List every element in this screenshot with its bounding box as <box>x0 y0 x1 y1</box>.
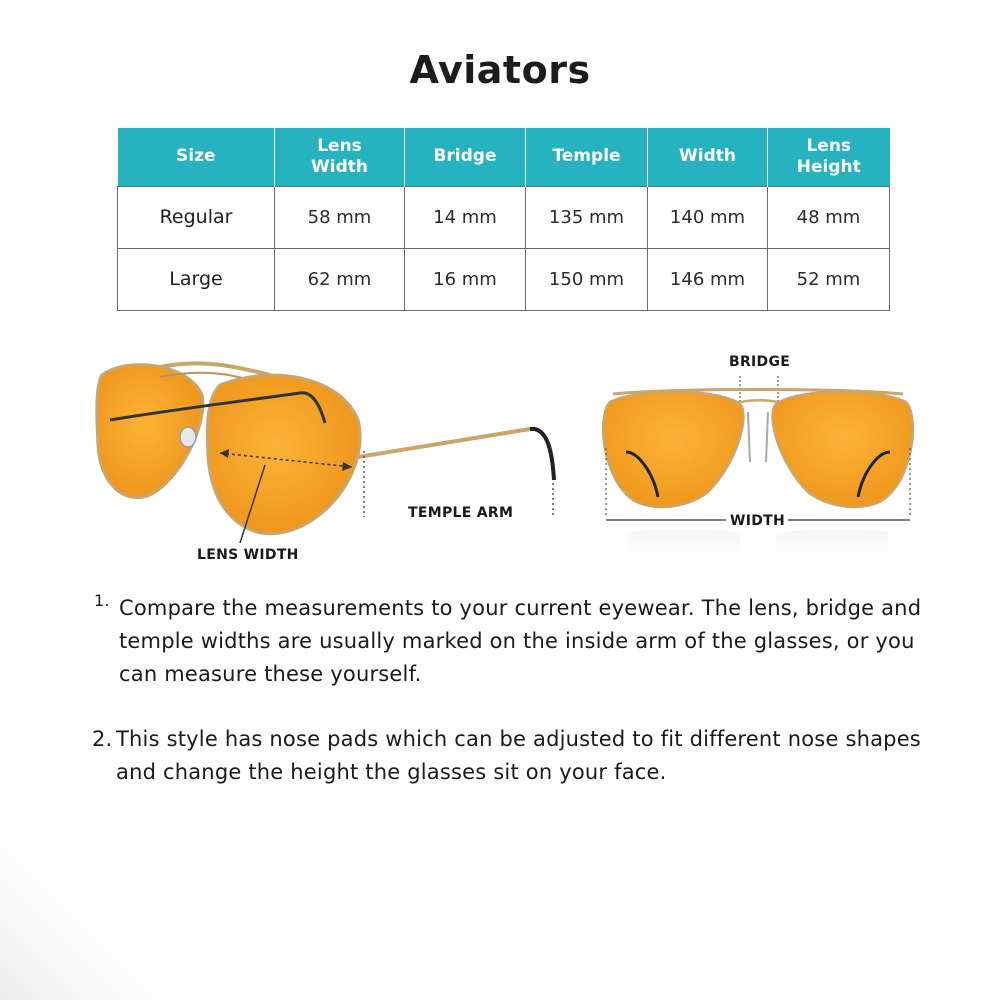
size-name-cell: Regular <box>118 186 275 248</box>
fitting-notes <box>92 592 922 789</box>
table-header-cell: Lens Width <box>275 128 405 186</box>
note-number: 2. <box>92 727 113 751</box>
table-row <box>118 248 890 310</box>
table-header-cell: Width <box>648 128 768 186</box>
table-row <box>118 186 890 248</box>
temple-arm-label: TEMPLE ARM <box>408 505 514 521</box>
size-chart-table <box>117 128 890 311</box>
measurement-cell: 135 mm <box>526 186 648 248</box>
table-header-cell: Bridge <box>405 128 526 186</box>
note-text: Compare the measurements to your current eyewear. The lens, bridge and temple widths are usually marked on the inside arm of the glasses, or you can measure these yourself. <box>119 596 922 686</box>
bridge-label: BRIDGE <box>729 354 791 370</box>
measurement-cell: 62 mm <box>275 248 405 310</box>
measurement-cell: 14 mm <box>405 186 526 248</box>
table-header-cell: Temple <box>526 128 648 186</box>
measurement-cell: 48 mm <box>768 186 890 248</box>
front-view-glasses-illustration <box>598 352 918 572</box>
table-header-row <box>118 128 890 186</box>
size-name-cell: Large <box>118 248 275 310</box>
lens-width-label: LENS WIDTH <box>197 547 299 563</box>
note-item <box>92 723 922 789</box>
measurement-cell: 146 mm <box>648 248 768 310</box>
width-label: WIDTH <box>730 513 786 529</box>
measurement-cell: 16 mm <box>405 248 526 310</box>
measurement-cell: 58 mm <box>275 186 405 248</box>
table-body <box>118 186 890 310</box>
measurement-cell: 52 mm <box>768 248 890 310</box>
side-view-diagram <box>90 355 570 570</box>
table-header-cell: Size <box>118 128 275 186</box>
measurement-cell: 140 mm <box>648 186 768 248</box>
note-number: 1. <box>94 591 110 610</box>
page-title: Aviators <box>409 48 591 92</box>
front-view-diagram <box>598 352 918 572</box>
note-item <box>92 592 922 691</box>
measurement-cell: 150 mm <box>526 248 648 310</box>
side-view-glasses-illustration <box>90 355 570 570</box>
table-header-cell: Lens Height <box>768 128 890 186</box>
note-text: This style has nose pads which can be adjusted to fit different nose shapes and change the height the glasses sit on your face. <box>116 727 921 784</box>
